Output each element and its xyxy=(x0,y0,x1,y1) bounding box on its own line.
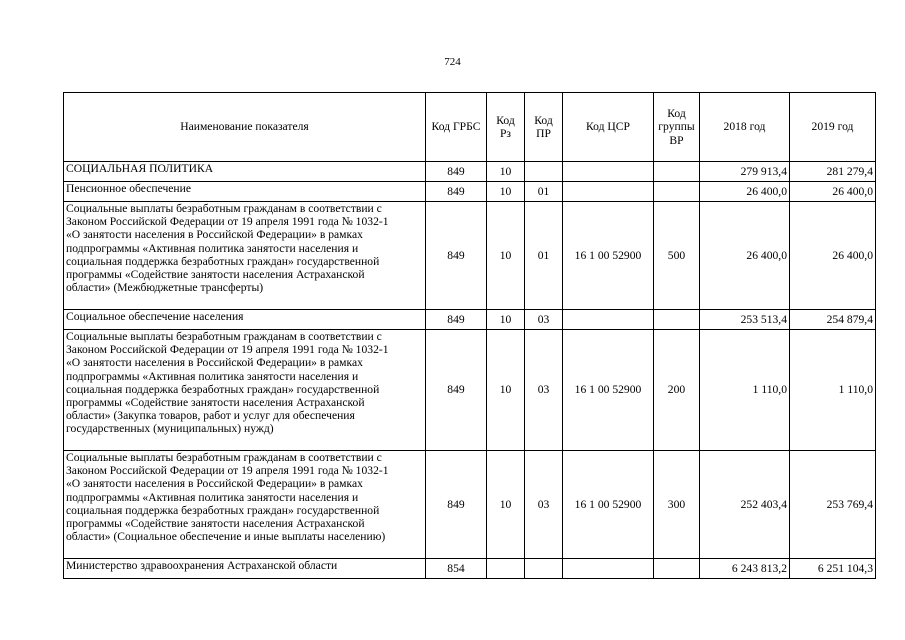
cell-rz: 10 xyxy=(487,162,525,182)
cell-csr: 16 1 00 52900 xyxy=(563,330,654,451)
cell-name: Социальное обеспечение населения xyxy=(64,310,426,330)
cell-y2019: 26 400,0 xyxy=(790,202,876,310)
cell-y2019: 281 279,4 xyxy=(790,162,876,182)
cell-name: СОЦИАЛЬНАЯ ПОЛИТИКА xyxy=(64,162,426,182)
table-row xyxy=(64,559,876,579)
cell-vr xyxy=(654,559,700,579)
cell-vr: 500 xyxy=(654,202,700,310)
cell-name: Социальные выплаты безработным гражданам в соответствии с Законом Российской Федерации от 19 апреля 1991 года № 1032-1 «О занятости населения в Российской Федерации» в рамках подпрограммы «Активная политика занятости населения и социальная поддержка безработных граждан» государственной программы «Содействие занятости населения Астраханской области» (Межбюджетные трансферты) xyxy=(64,202,426,310)
cell-vr: 300 xyxy=(654,451,700,559)
cell-pr: 03 xyxy=(525,451,563,559)
cell-y2019: 26 400,0 xyxy=(790,182,876,202)
cell-grbs: 849 xyxy=(426,182,487,202)
cell-grbs: 854 xyxy=(426,559,487,579)
cell-vr xyxy=(654,182,700,202)
cell-csr xyxy=(563,182,654,202)
cell-pr: 01 xyxy=(525,202,563,310)
cell-csr: 16 1 00 52900 xyxy=(563,202,654,310)
cell-grbs: 849 xyxy=(426,330,487,451)
cell-rz: 10 xyxy=(487,330,525,451)
table-row xyxy=(64,330,876,451)
cell-grbs: 849 xyxy=(426,202,487,310)
cell-name: Министерство здравоохранения Астраханской области xyxy=(64,559,426,579)
table-header-row xyxy=(64,93,876,162)
cell-vr: 200 xyxy=(654,330,700,451)
cell-grbs: 849 xyxy=(426,310,487,330)
page-number: 724 xyxy=(444,56,461,68)
cell-y2019: 254 879,4 xyxy=(790,310,876,330)
table-row xyxy=(64,310,876,330)
header-pr: Код ПР xyxy=(525,93,563,162)
cell-y2018: 26 400,0 xyxy=(700,182,790,202)
cell-rz: 10 xyxy=(487,310,525,330)
header-name: Наименование показателя xyxy=(64,93,426,162)
cell-pr xyxy=(525,559,563,579)
table-row xyxy=(64,202,876,310)
cell-csr xyxy=(563,162,654,182)
cell-vr xyxy=(654,310,700,330)
cell-csr: 16 1 00 52900 xyxy=(563,451,654,559)
cell-rz: 10 xyxy=(487,202,525,310)
cell-y2018: 1 110,0 xyxy=(700,330,790,451)
cell-vr xyxy=(654,162,700,182)
cell-rz xyxy=(487,559,525,579)
header-2019: 2019 год xyxy=(790,93,876,162)
cell-csr xyxy=(563,559,654,579)
cell-y2018: 253 513,4 xyxy=(700,310,790,330)
cell-name: Пенсионное обеспечение xyxy=(64,182,426,202)
header-2018: 2018 год xyxy=(700,93,790,162)
cell-y2018: 252 403,4 xyxy=(700,451,790,559)
header-csr: Код ЦСР xyxy=(563,93,654,162)
table-row xyxy=(64,182,876,202)
header-vr: Код группы ВР xyxy=(654,93,700,162)
cell-pr: 03 xyxy=(525,330,563,451)
header-rz: Код Рз xyxy=(487,93,525,162)
cell-pr: 03 xyxy=(525,310,563,330)
cell-csr xyxy=(563,310,654,330)
budget-table xyxy=(63,92,876,579)
cell-y2019: 1 110,0 xyxy=(790,330,876,451)
table-row xyxy=(64,162,876,182)
cell-grbs: 849 xyxy=(426,451,487,559)
cell-rz: 10 xyxy=(487,182,525,202)
cell-y2018: 279 913,4 xyxy=(700,162,790,182)
header-grbs: Код ГРБС xyxy=(426,93,487,162)
cell-pr: 01 xyxy=(525,182,563,202)
cell-y2019: 6 251 104,3 xyxy=(790,559,876,579)
cell-y2018: 6 243 813,2 xyxy=(700,559,790,579)
cell-grbs: 849 xyxy=(426,162,487,182)
table-row xyxy=(64,451,876,559)
cell-name: Социальные выплаты безработным гражданам в соответствии с Законом Российской Федерации от 19 апреля 1991 года № 1032-1 «О занятости населения в Российской Федерации» в рамках подпрограммы «Активная политика занятости населения и социальная поддержка безработных граждан» государственной программы «Содействие занятости населения Астраханской области» (Социальное обеспечение и иные выплаты населению) xyxy=(64,451,426,559)
cell-name: Социальные выплаты безработным гражданам в соответствии с Законом Российской Федерации от 19 апреля 1991 года № 1032-1 «О занятости населения в Российской Федерации» в рамках подпрограммы «Активная политика занятости населения и социальная поддержка безработных граждан» государственной программы «Содействие занятости населения Астраханской области» (Закупка товаров, работ и услуг для обеспечения государственных (муниципальных) нужд) xyxy=(64,330,426,451)
cell-y2019: 253 769,4 xyxy=(790,451,876,559)
cell-rz: 10 xyxy=(487,451,525,559)
cell-pr xyxy=(525,162,563,182)
cell-y2018: 26 400,0 xyxy=(700,202,790,310)
